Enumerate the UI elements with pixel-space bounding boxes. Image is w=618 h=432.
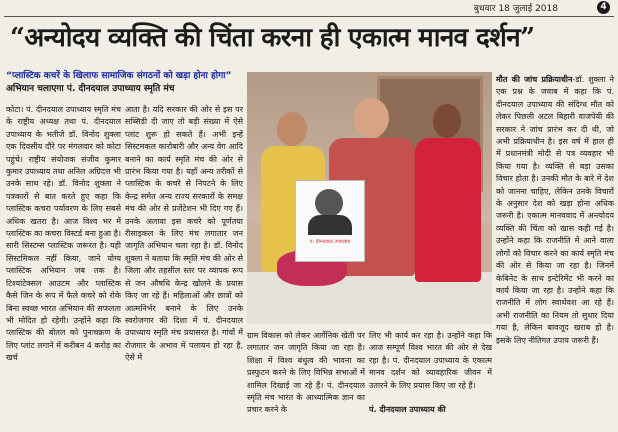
article-column-3: ग्राम विकास को लेकर आर्गेनिक खेती पर लगातार जन जागृति किया जा रहा है। शिक्षा में विश्व बंधुत्व की भावना का प्रस्फुटन करने के लिए विभिन्न सभाओं में शामिल दिखाई जा रहे हैं। पं. दीनदयाल स्मृति मंच भारत के आध्यात्मिक ज्ञान का प्रचार करने के <box>247 331 365 415</box>
column-4-heading: पं. दीनदयाल उपाध्याय की <box>369 405 446 415</box>
article-column-5 <box>496 74 614 430</box>
sub-headline-2: अभियान चलाएगा पं. दीनदयाल उपाध्याय स्मृति मंच <box>6 84 175 94</box>
column-5-text: -डॉ. शुक्ला ने एक प्रश्न के जवाब में कहा कि पं. दीनदयाल उपाध्याय की संदिग्ध मौत को लेकर पिछली अटल बिहारी वाजपेयी की सरकार ने जांच प्रारंभ कर दी थी, जो अभी प्रक्रियाधीन है। इस वर्ष में हाल ही में प्रधानमंत्री मोदी से पत्र व्यवहार भी किया गया है। व्यक्ति से बड़ा उसका विचार होता है। उनकी मौत के बारे में देश को जानना चाहिए, लेकिन उनके विचारों के अनुसार देश को खड़ा होना अधिक जरूरी है। एकात्म मानववाद में अन्त्योदय व्यक्ति की चिंता को खास कही गई है। उन्होंने कहा कि राजनीति में आने वाला लोगों को विचार करने का कार्य स्मृति मंच की ओर से किया जा रहा है। जिनमें केबिनेट के साथ इन्टेरिमेंट भी करने का कार्य किया जा रहा है। उन्होंने कहा कि राजनीति में लोग स्वार्थवश आ रहे हैं। अभी राजनीति का नियम तो सुधार दिया गया है, लेकिन बावजूद खराब हो है। इसके लिए नीतिगत उपाय जरूरी हैं। <box>496 75 614 345</box>
page-header <box>0 0 618 16</box>
column-4-text: लिए भी कार्य कर रहा है। उन्होंने कहा कि आज सम्पूर्ण विश्व भारत की ओर से देख रहा है। पं. दीनदयाल उपाध्याय के एकात्म मानव दर्शन को व्यावहारिक जीवन में उतारने के लिए प्रयास किए जा रहे हैं। <box>369 331 492 390</box>
issue-date: बुधवार 18 जुलाई 2018 <box>473 4 558 14</box>
article-column-4 <box>369 330 492 430</box>
column-5-heading: मौत की जांच प्रक्रियाधीन <box>496 75 573 84</box>
header-rule <box>4 16 614 17</box>
main-headline: “अन्योदय व्यक्ति की चिंता करना ही एकात्म मानव दर्शन” <box>10 23 535 53</box>
news-photo <box>247 72 492 324</box>
article-column-2: आता है। यदि सरकार की ओर से इस पर सब्सिडी दी जाए तो बड़ी संख्या में ऐसे प्लांट शुरू हो सकते हैं। अभी इन्हें सिस्टमकल कारोबारी और अन्य वेग आदि बनाने का कार्य स्मृति मंच की ओर से प्रारंभ किया गया है। यहाँ अन्य तरीकों से प्लास्टिक के कचरे से निपटने के लिए केन्द्र समेत अन्य राज्य सरकारों के समक्ष मंच की ओर से प्रजेंटेशन भी दिए गए हैं। उनके अलावा इस कचरे को पूर्णतया रीसाइकल के लिए मंच लगातार जन जागृति अभियान चला रहा है। डॉ. विनोद शुक्ला ने बताया कि स्मृति मंच की ओर से जिला और तहसील स्तर पर व्यापक रूप से जन औषधि केन्द्र खोलने के प्रयास किए जा रहे हैं। महिलाओं और छात्रों को आत्मनिर्भर बनाने के लिए उनके स्वरोजगार की दिशा में पं. दीनदयाल उपाध्याय स्मृति मंच प्रयासरत है। गांवों में रोजगार के अभाव में पलायन हो रहा है, ऐसे में <box>125 105 243 363</box>
portrait-caption: पं. दीनदयाल उपाध्याय <box>309 239 351 245</box>
page-number-badge: 4 <box>597 1 610 14</box>
portrait-frame <box>295 180 365 262</box>
article-column-1: कोटा। पं. दीनदयाल उपाध्याय स्मृति मंच के राष्ट्रीय अध्यक्ष तथा पं. दीनदयाल उपाध्याय के भतीजे डॉ. विनोद शुक्ला एक दिवसीय दौरे पर मंगलवार को कोटा पहुंचे। राष्ट्रीय संयोजक संजीव कुमार कुमार उपाध्याय तथा अनिल अग्रिदत्त भी उनके साथ रहे। डॉ. विनोद शुक्ला ने पत्रकारों से बात करते हुए कहा कि प्लास्टिक कचरा पर्यावरण के लिए सबसे अधिक खतरा है। आज विश्व भर में प्लास्टिक का कचरा विस्टर्ड बना हुआ है। सारी सिस्टम्स प्लास्टिक जरूरत है। यही सिस्टमिकल नहीं किया, जाने योग्य प्लास्टिक अभियान जब तक है। टिश्यांटेक्सल आउटम और प्लास्टिक कैसे जिन के रूप में फैले कचरे को रोके बिना स्वच्छ भारत अभियान की सफलता भी मोदित हो रहेगी। उन्होंने कहा कि प्लास्टिक की बोतल को पुनःचक्रण के लिए प्लांट लगाने में करीबन 4 करोड़ का खर्च <box>6 105 121 363</box>
sub-headline: “प्लास्टिक कचरें के खिलाफ सामाजिक संगठनों को खड़ा होना होगा” <box>6 71 232 81</box>
person-right <box>407 104 487 282</box>
